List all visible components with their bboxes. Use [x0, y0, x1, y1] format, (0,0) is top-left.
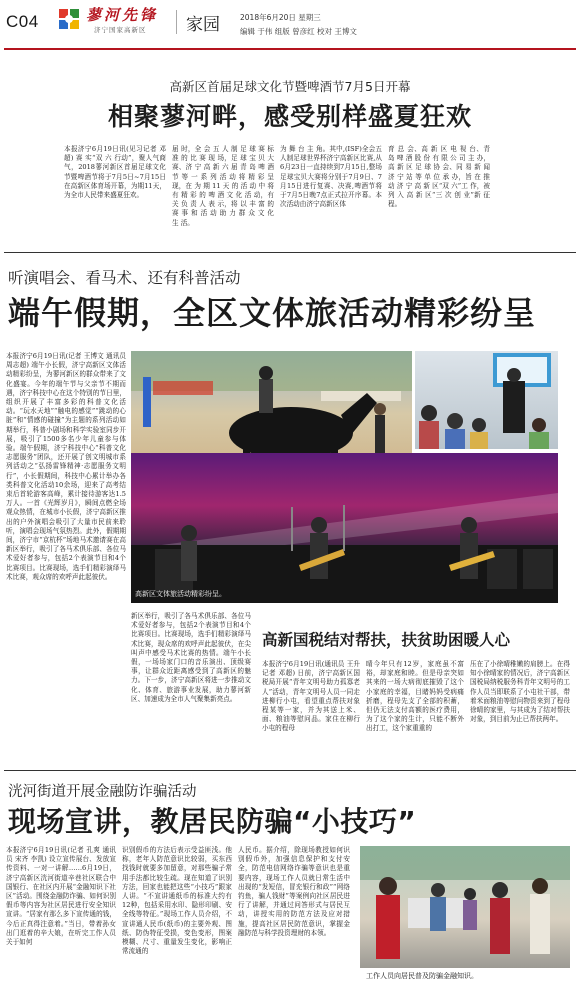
anti-fraud-photo — [360, 846, 570, 968]
article4-col3: 人民币。据介绍，除现场教授如何识别假币外，加强信息保护和支付安全，防范电信网络诈骗等意识也是重要内容，现场工作人员就日常生活中出现的“发短信，冒充银行和政”“网络钓鱼，骗人钱财”等案例向社区居民进行了讲解，并通过问答形式与居民互动，讲授实用的防范方法及应对措施，提高社区居民防范意识，掌握金融防范与科学投资理财的本领。 — [238, 846, 350, 937]
publication-logo-icon — [58, 8, 80, 30]
article-separator — [4, 770, 576, 771]
article2-kicker: 听演唱会、看马术、还有科普活动 — [8, 269, 241, 287]
article4-col1: 本报济宁6月19日讯(记者 孔爽 通讯员 宋齐 李凯) 设立宣传展台、发放宣传资料、一对一讲解……6月19日，济宁高新区洸河街道辛巷社区联合中国银行、在社区内开展“金融知识下社区”活动。围绕金融防诈骗、如何识别假币等内容为社区居民进行安全知识宣讲。“居家有那么多下宣传通的钱，今后正真得注意着。”当日，带着孙女出门逛着的辛大娘，在听完工作人员关于如何 — [6, 846, 116, 947]
masthead-rule — [4, 48, 576, 50]
article3-col3: 压在了小徐晴稚嫩的肩膀上。在得知小徐晴家的情况后，济宁高新区国税局纳税服务科青年文明号的工作人员当即联系了小屯社干部，带着米面粮油等慰问物资来到了程母徐晴的家里，与其成为了结对帮扶对象，到目前为止已帮扶两年。 — [470, 660, 570, 724]
issue-date: 2018年6月20日 星期三 — [240, 13, 321, 22]
article2-headline: 端午假期，全区文体旅活动精彩纷呈 — [8, 294, 537, 332]
concert-photo — [131, 453, 558, 603]
article2-photo-caption: 高新区文体旅活动精彩纷呈。 — [135, 590, 226, 598]
page-code: C04 — [6, 12, 39, 31]
article4-col2: 识别假币的方法后表示受益匪浅。他称，老年人防范意识比较弱，买东西找钱时就要多加留意，对那些骗子常用手法都比较生疏。现在知道了识别方法，回家也能把这些“小技巧”跟家人讲。“不宣讲通纸币的标准大约有12种，包括采用水印、隐形印刷、安全线等特征。”现场工作人员介绍，不宣讲通人民币(纸币)的主要外观、图纸、防伪特征受损，变色变形，图案模糊、尺寸、重量发生变化，影响正常流通的 — [122, 846, 232, 956]
article1-headline: 相聚蓼河畔，感受别样盛夏狂欢 — [107, 102, 472, 131]
article2-col-left: 本报济宁6月19日讯(记者 王博文 通讯员 周志超) 端午小长假，济宁高新区文体活动精彩纷呈，为蓼河新区的群众带来了文化盛宴。今年的端午节与父亲节不期而遇，济宁科技中心在这个特别的节日里，组织开展了丰富多彩的科普文化活动。“玩水天地”“触电的感觉”“跳动的心脏”和“情感的碰撞”为主题的系列活动如期举行，科普小剧场和科学实验室同步开展，吸引了1500多名少年儿童参与体验。端午假期，济宁科技中心“科普文化志愿服务”团队，还开展了创文明城市系列活动之“弘扬雷锋精神·志愿服务文明行”，小长假期间，科技中心累计举办各类科普文化活动10余场，迎来了高考结束后首轮游客高峰，累计接待游客达1.5万人。一首《光辉岁月》，瞬间点燃全场观众热情，在城市小长假，济宁高新区推出的户外演唱会吸引了大量市民前来聆听，演唱会现场气氛热烈。此外，假期期间，济宁市“京杭杯”场地马术邀请赛在高新区举行，吸引了各马术俱乐部、各位马术爱好者参与，包括2个表演节目和4个比赛项目。比赛现场，选手们精彩演绎马术比赛，观众席的欢呼声此起彼伏。 — [6, 352, 126, 581]
section-name: 家园 — [186, 15, 220, 35]
concert-illustration — [131, 453, 558, 603]
article-separator — [4, 252, 576, 253]
publication-name: 蓼河先锋 — [86, 6, 159, 24]
article4-photo-caption: 工作人员向居民普及防骗金融知识。 — [366, 972, 478, 980]
article4-kicker: 洸河街道开展金融防诈骗活动 — [8, 784, 197, 800]
anti-fraud-illustration — [360, 846, 570, 968]
article3-col2: 晴今年只有12岁，家庭虽不富裕，却家庭和睦。但是母亲突如其来的一场大病彻底摧毁了这个小家庭的幸福，目睹妈妈受病痛折磨，程母先支了全部的积蓄，但仍无法支付高额的医疗费用，为了这个家的生计，只能不断外出打工，这个家重重的 — [366, 660, 464, 733]
masthead — [0, 0, 580, 50]
science-class-photo — [415, 351, 558, 449]
article1-col2: 届 时，全 会 五 人 制 足 球 赛 标 准 的 比 赛 现 场，足 球 宝 贝 大 赛、济 宁 高 新 六 届 青 岛 啤 酒 节 等 一 系 列 活 动 将 精 彩 呈 现，在 为 期 11 天 的 活 动 中 将 有 精 彩 的 啤 酒 文 化 活 动，有 关 负 责 人 表 示，将 以 丰 富 的 赛 事 和 活 动 助 力 群 众 文 化 生 活。 — [172, 145, 274, 227]
editors-line: 编辑 于伟 组版 曾彦红 校对 王博文 — [240, 27, 357, 36]
publication-subtitle: 济宁国家高新区 — [94, 26, 147, 34]
article4-headline: 现场宣讲，教居民防骗“小技巧” — [8, 805, 417, 838]
article2-col-mid: 新区举行，吸引了各马术俱乐部、各位马术爱好者参与，包括2个表演节目和4个比赛项目。比赛现场，选手们精彩演绎马术比赛，现众席的欢呼声此起彼伏，在尖叫声中感受马术比赛的热情。端午小长假，一场场家门口的音乐演出、顶级赛事，让群众近距离感受到了高新区的魅力。下一步，济宁高新区将进一步推动文化、体育、旅游事业发展，助力蓼河新区、加速成为全市人气聚集新亮点。 — [131, 612, 251, 703]
masthead-divider — [176, 10, 177, 34]
science-class-illustration — [415, 351, 558, 449]
article1-col4: 育 总 会、高 新 区 电 视 台、青 岛 啤 酒 股 份 有 限 公 司 主 办，高 新 区 足 球 协 会、同 易 新 闻 济 宁 站 等 单 位 承 办，旨 在 推 动 济 宁 高 新 区“双 六”工 作，被 列 入 高 新 区“三 次 创 业”新 征 程。 — [388, 145, 490, 209]
article3-headline: 高新国税结对帮扶，扶贫助困暖人心 — [262, 631, 511, 649]
article1-col3: 为 舞 台 主 角。其中,(ISF)全会五人制足球世界杯济宁高新区比赛,从6月23日一直持续到7月15日,整场足球宝贝大赛将分别于7月9日、7月15日进行复赛、决赛,啤酒节将于7月5日晚7点正式拉开序幕。本次活动由济宁高新区体 — [280, 145, 382, 209]
article1-kicker: 高新区首届足球文化节暨啤酒节7月5日开幕 — [169, 79, 411, 94]
article1-col1: 本报济宁6月19日讯(见习记者 邓超) 赛 实“双 六 行动”，聚人气商气，2018蓼河新区首届足球文化节暨啤酒节将于7月5日~7月15日在高新区体育场开幕，为期11天，为全市人民带来盛夏狂欢。 — [64, 145, 166, 200]
article3-col1: 本报济宁6月19日讯(通讯员 王升 记者 邓超) 日前，济宁高新区国税局开展“青年文明号助力孤寡老人”活动，青年文明号人员一同走进柳行小屯，看望重点帮扶对象程某等一家，并为其送上米、面、粮油等慰问品。家住在柳行小屯的程母 — [262, 660, 360, 733]
